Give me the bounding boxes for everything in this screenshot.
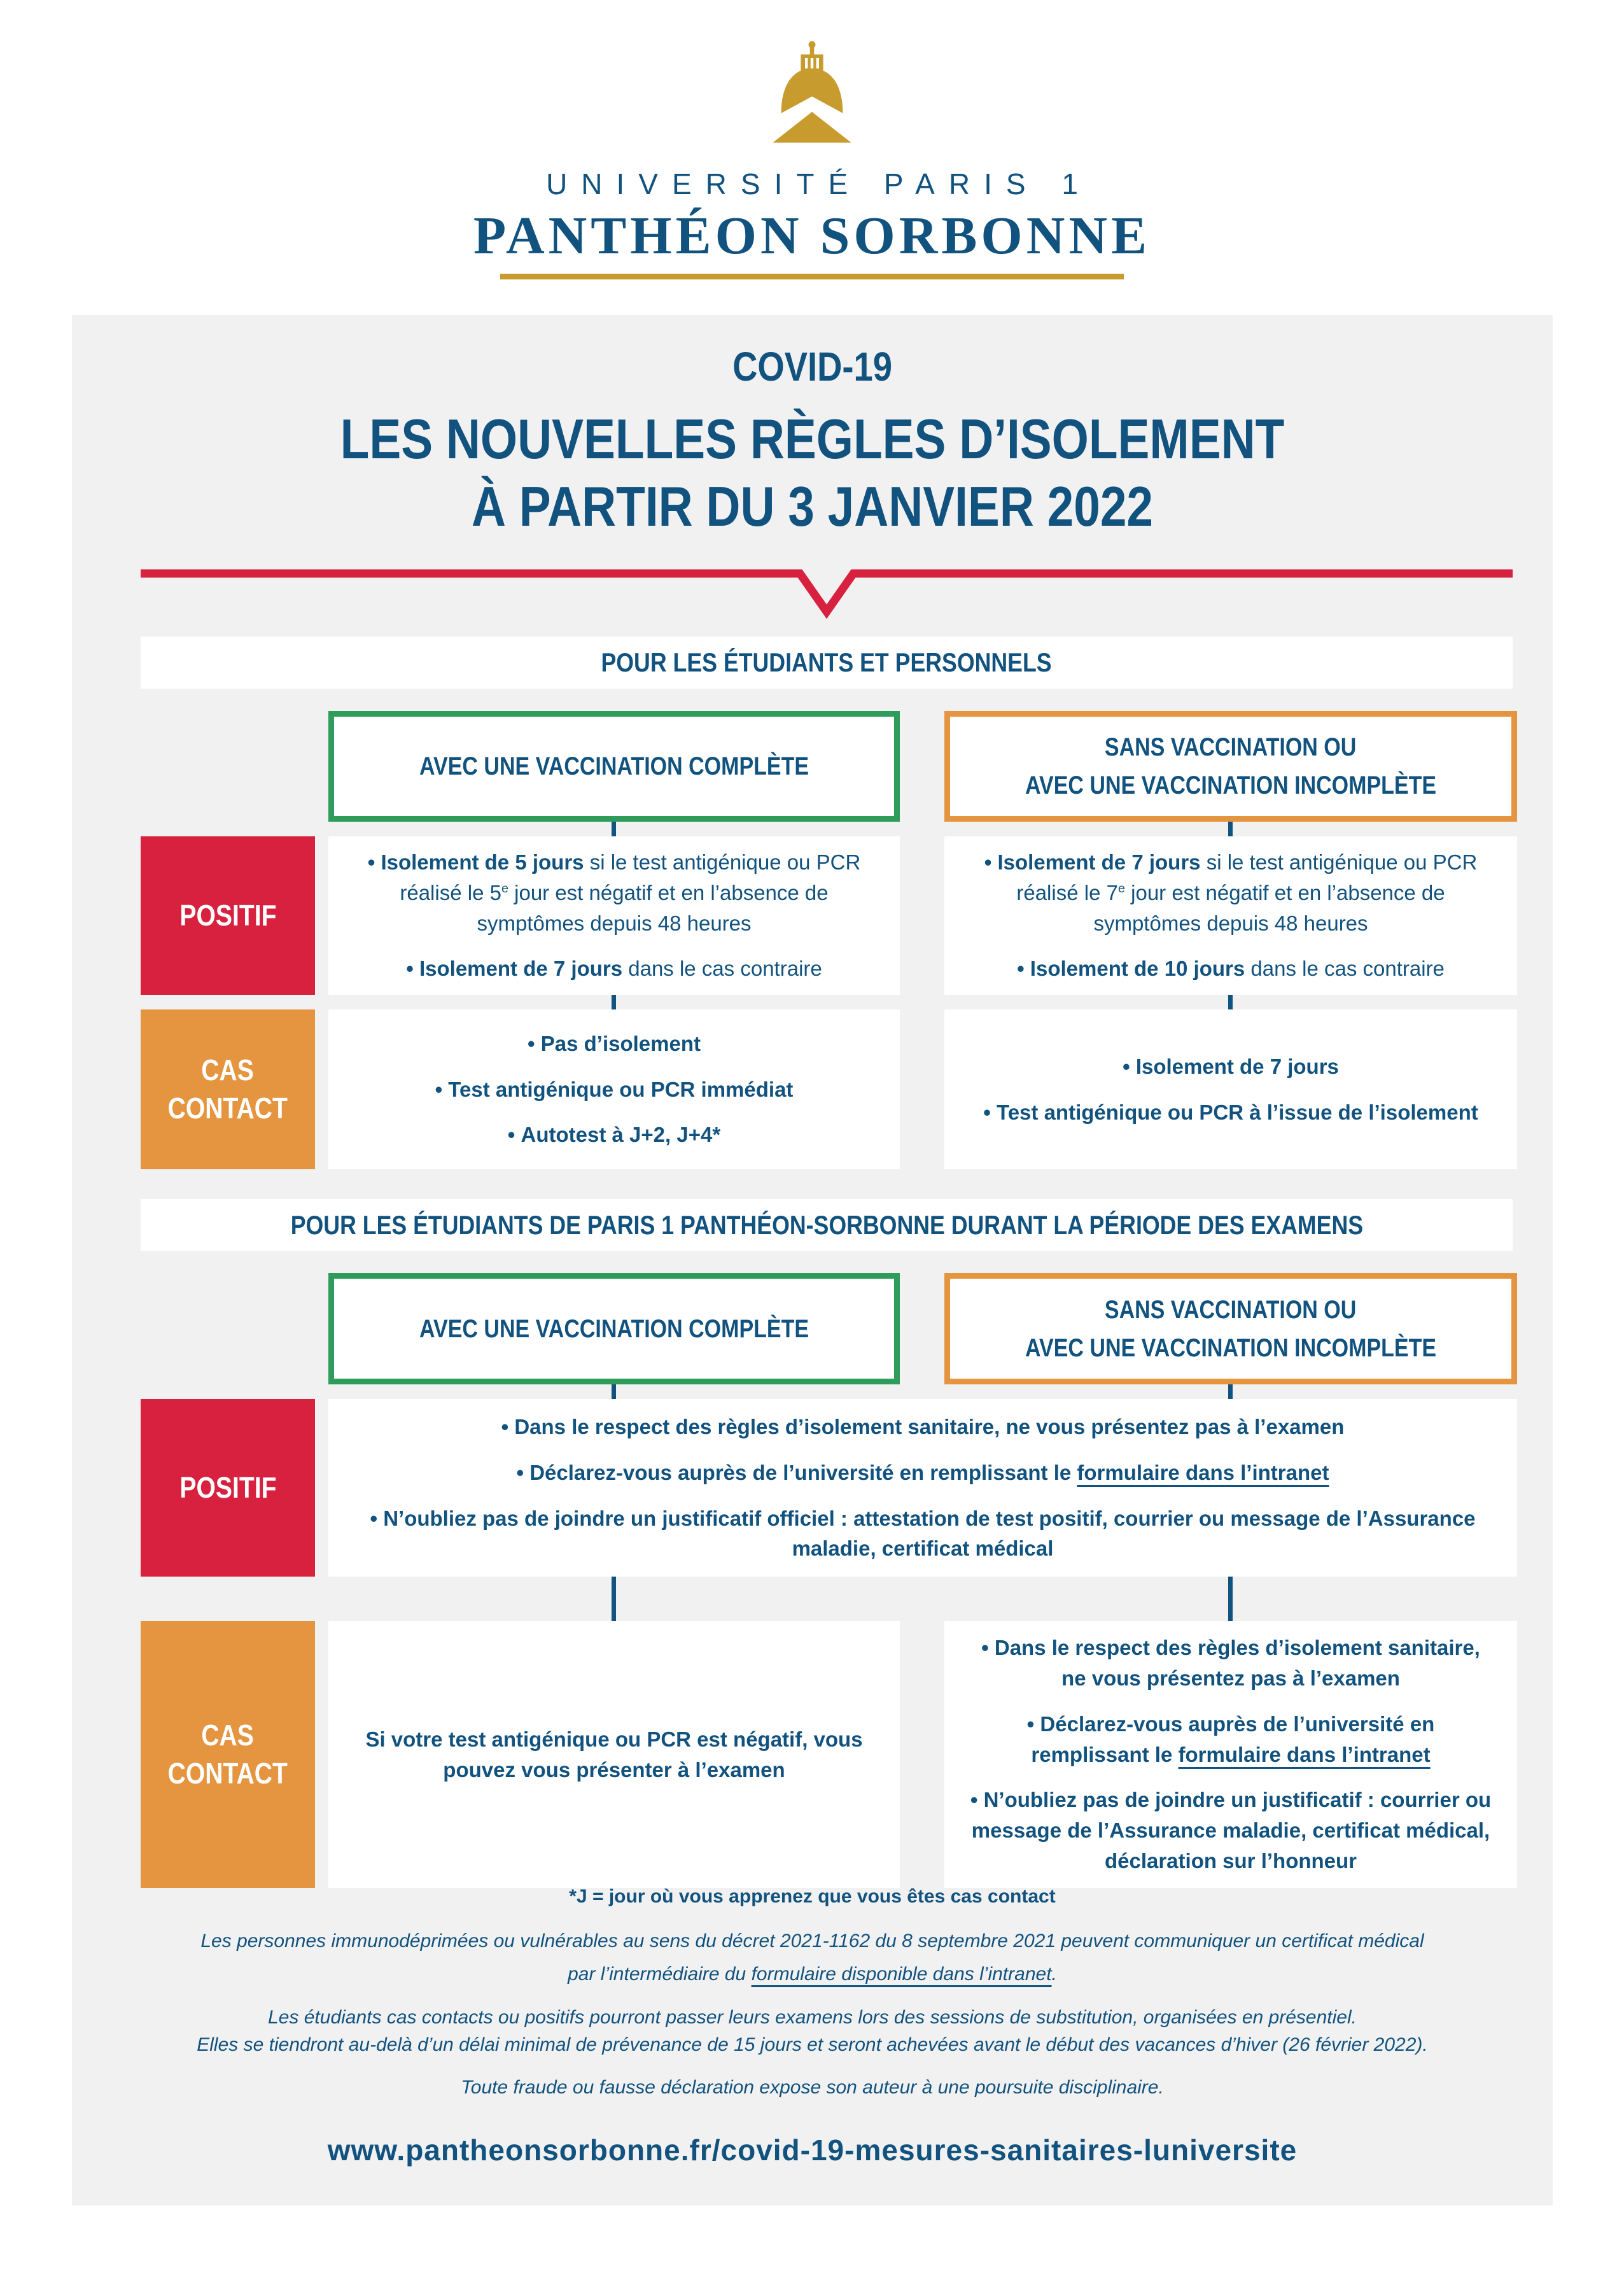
intranet-form-available-link[interactable]: formulaire disponible dans l’intranet	[751, 1964, 1052, 1985]
university-logo	[0, 0, 1624, 315]
text-segment: si le test antigénique ou PCR réalisé le 7	[1016, 850, 1478, 904]
cell-exam-positif-all	[328, 1399, 1517, 1577]
text-segment: Isolement de 7 jours	[997, 850, 1201, 874]
text-segment: Les personnes immunodéprimées ou vulnérables au sens du décret 2021-1162 du 8 septembre 2021 peuvent communiquer un certificat médical	[200, 1930, 1424, 1951]
connector-line	[1228, 995, 1233, 1009]
text-segment: Isolement de 10 jours	[1030, 957, 1245, 981]
footnote-exams-line2: Elles se tiendront au-delà d’un délai minimal de prévenance de 15 jours et seront achevées avant le début des vacances d’hiver (26 février 2022).	[197, 2034, 1428, 2055]
main-title-line2: À PARTIR DU 3 JANVIER 2022	[471, 474, 1154, 538]
covid-kicker-text: COVID-19	[732, 344, 892, 390]
connector-line	[612, 995, 616, 1009]
connector-line	[1228, 1577, 1233, 1621]
text-segment: Déclarez-vous auprès de l’université en remplissant le	[529, 1460, 1077, 1484]
header-vaccination-incomplete-2	[944, 1273, 1517, 1384]
pantheon-dome-icon	[770, 31, 854, 155]
bullet-item	[970, 847, 1492, 939]
text-segment: Test antigénique ou PCR immédiat	[448, 1077, 794, 1101]
bullet-item	[970, 1709, 1492, 1770]
bullet-item	[1123, 1051, 1339, 1082]
header-vaccination-incomplete-1-line2: AVEC UNE VACCINATION INCOMPLÈTE	[1025, 771, 1437, 799]
bullet-item	[516, 1458, 1329, 1488]
cell-cas-contact-incomplete	[944, 1009, 1517, 1169]
text-segment: jour est négatif et en l’absence de symptômes depuis 48 heures	[477, 880, 829, 935]
text-segment: Isolement de 7 jours	[1135, 1054, 1339, 1078]
cell-positif-complete	[328, 836, 900, 995]
main-title	[72, 405, 1553, 540]
text-segment: si le test antigénique ou PCR réalisé le 5	[400, 850, 861, 904]
text-segment: Test antigénique ou PCR à l’issue de l’isolement	[997, 1100, 1478, 1124]
text-segment: e	[1117, 881, 1125, 896]
connector-line	[1228, 822, 1233, 836]
row-label-cas-contact-2-line1: CAS	[201, 1718, 255, 1752]
header-vaccination-incomplete-1	[944, 711, 1517, 822]
intranet-form-link[interactable]: formulaire dans l’intranet	[1077, 1460, 1329, 1484]
text-segment: dans le cas contraire	[622, 957, 822, 981]
poster-body	[72, 315, 1553, 2205]
text-segment: Isolement de 5 jours	[381, 850, 584, 874]
text-segment: e	[501, 881, 508, 896]
cell-exam-cas-contact-incomplete	[944, 1621, 1517, 1888]
covid-kicker	[72, 343, 1553, 390]
header-vaccination-complete-2	[328, 1273, 900, 1384]
connector-line	[612, 1384, 616, 1399]
text-segment: .	[1051, 1964, 1057, 1985]
bullet-item	[435, 1074, 794, 1105]
row-label-cas-contact-2-line2: CONTACT	[167, 1756, 288, 1790]
row-label-positif-2-text: POSITIF	[179, 1470, 277, 1504]
text-segment: dans le cas contraire	[1245, 957, 1445, 981]
text-segment: Dans le respect des règles d’isolement sanitaire, ne vous présentez pas à l’examen	[514, 1414, 1345, 1438]
header-vaccination-incomplete-2-line1: SANS VACCINATION OU	[1105, 1295, 1357, 1324]
intranet-form-link-2[interactable]: formulaire dans l’intranet	[1178, 1742, 1431, 1766]
row-label-cas-contact-1	[141, 1009, 315, 1169]
row-label-cas-contact-1-line2: CONTACT	[167, 1091, 288, 1125]
logo-university-line: UNIVERSITÉ PARIS 1	[546, 167, 1092, 200]
site-url-link[interactable]: www.pantheonsorbonne.fr/covid-19-mesures-sanitaires-luniversite	[327, 2134, 1298, 2167]
banner-students-and-staff	[141, 636, 1513, 689]
bullet-item	[501, 1412, 1345, 1442]
cell-positif-incomplete	[944, 836, 1517, 995]
bullet-item	[508, 1120, 720, 1150]
main-title-line1: LES NOUVELLES RÈGLES D’ISOLEMENT	[340, 407, 1285, 470]
footnote-immuno-line1	[72, 1930, 1553, 1952]
cell-cas-contact-complete	[328, 1009, 900, 1169]
header-vaccination-complete-1-label: AVEC UNE VACCINATION COMPLÈTE	[419, 752, 809, 780]
banner-students-and-staff-label: POUR LES ÉTUDIANTS ET PERSONNELS	[601, 647, 1053, 677]
banner-exam-period-label: POUR LES ÉTUDIANTS DE PARIS 1 PANTHÉON-SORBONNE DURANT LA PÉRIODE DES EXAMENS	[290, 1209, 1363, 1240]
bullet-item	[528, 1029, 701, 1059]
exam-cas-contact-complete-text	[354, 1724, 874, 1785]
footnote-fraud: Toute fraude ou fausse déclaration expose son auteur à une poursuite disciplinaire.	[461, 2077, 1164, 2098]
text-segment: N’oubliez pas de joindre un justificatif : courrier ou message de l’Assurance maladie, certificat médical, déclaration sur l’honneur	[971, 1788, 1492, 1873]
text-segment: N’oubliez pas de joindre un justificatif officiel : attestation de test positif, courrier ou message de l’Assurance maladie, certificat médical	[383, 1506, 1476, 1561]
logo-brand-line: PANTHÉON SORBONNE	[473, 206, 1151, 265]
bullet-item	[970, 1785, 1492, 1876]
text-segment: Autotest à J+2, J+4*	[521, 1123, 721, 1147]
text-segment: Isolement de 7 jours	[419, 957, 623, 981]
text-segment: Dans le respect des règles d’isolement sanitaire, ne vous présentez pas à l’examen	[994, 1636, 1480, 1690]
banner-exam-period	[141, 1199, 1513, 1251]
header-vaccination-complete-2-label: AVEC UNE VACCINATION COMPLÈTE	[419, 1314, 809, 1343]
text-segment: Déclarez-vous auprès de l’université en remplissant le	[1031, 1712, 1435, 1766]
text-segment: Pas d’isolement	[540, 1031, 701, 1055]
footnote-asterisk: *J = jour où vous apprenez que vous êtes cas contact	[569, 1886, 1056, 1907]
header-vaccination-incomplete-1-line1: SANS VACCINATION OU	[1105, 733, 1357, 761]
bullet-item	[354, 1503, 1492, 1564]
row-label-positif-1	[141, 836, 315, 995]
bullet-item	[1017, 953, 1445, 984]
header-vaccination-incomplete-2-line2: AVEC UNE VACCINATION INCOMPLÈTE	[1025, 1333, 1437, 1362]
text-segment: par l’intermédiaire du	[568, 1964, 752, 1985]
logo-gold-underline	[500, 274, 1124, 279]
connector-line	[1228, 1384, 1233, 1399]
row-label-cas-contact-1-line1: CAS	[201, 1053, 255, 1086]
row-label-positif-2	[141, 1399, 315, 1577]
footnote-exams-line1: Les étudiants cas contacts ou positifs pourront passer leurs examens lors des sessions de substitution, organisées en présentiel.	[268, 2007, 1357, 2028]
text-segment: jour est négatif et en l’absence de symptômes depuis 48 heures	[1093, 880, 1445, 935]
bullet-item	[970, 1633, 1492, 1694]
red-divider-arrow-icon	[141, 568, 1513, 619]
cell-exam-cas-contact-complete	[328, 1621, 900, 1888]
bullet-item	[983, 1097, 1478, 1128]
row-label-positif-1-text: POSITIF	[179, 898, 277, 932]
connector-line	[612, 822, 616, 836]
text-segment: Si votre test antigénique ou PCR est négatif, vous pouvez vous présenter à l’examen	[365, 1727, 863, 1782]
footnote-immuno-line2	[72, 1964, 1553, 1985]
header-vaccination-complete-1	[328, 711, 900, 822]
bullet-item	[406, 953, 822, 984]
bullet-item	[354, 847, 874, 939]
connector-line	[612, 1577, 616, 1621]
row-label-cas-contact-2	[141, 1621, 315, 1888]
